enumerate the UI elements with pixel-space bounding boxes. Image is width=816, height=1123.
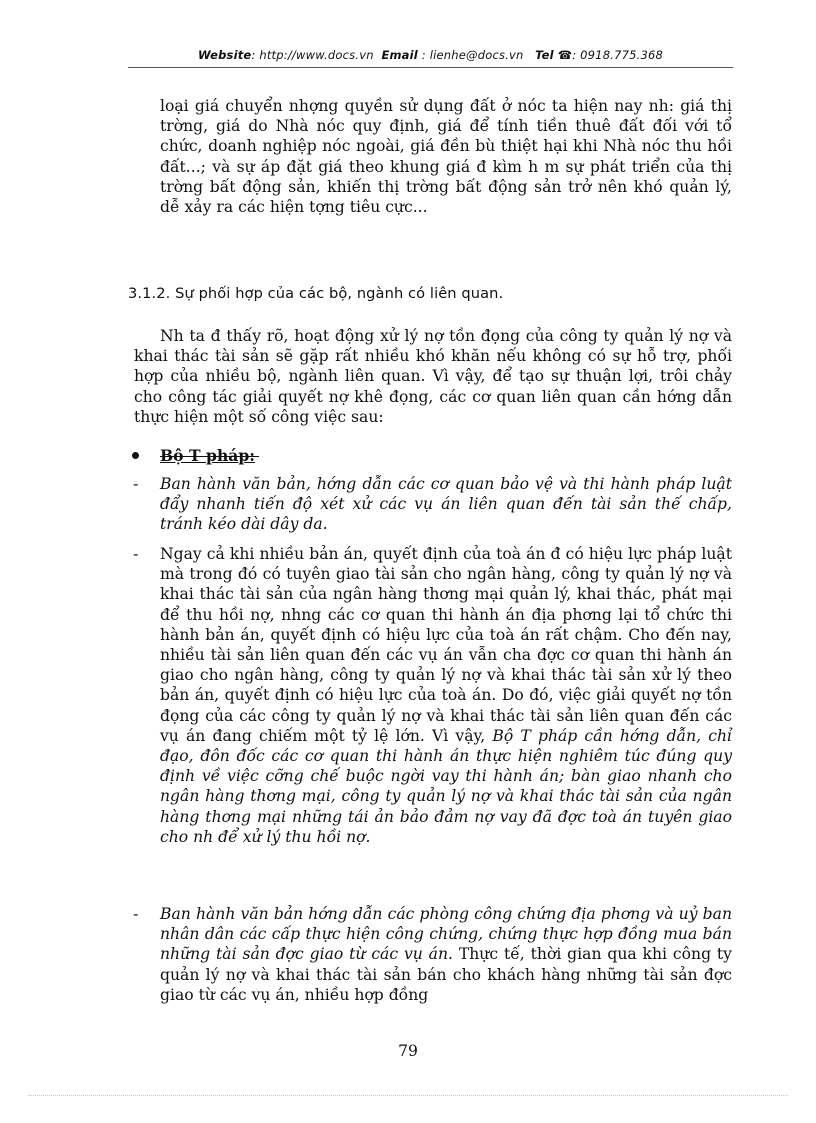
dash-icon: - [133,544,139,563]
tel-label: Tel [535,48,554,62]
website-value: : http://www.docs.vn [251,48,374,62]
list-item-3-text: Thực tế, thời gian qua khi công ty quản lý nợ và khai thác tài sản bán cho khách hàng những tài sản đợc giao từ các vụ án, nhiều hợp đồng [160,945,732,1004]
page-number: 79 [398,1042,418,1060]
section-heading: 3.1.2. Sự phối hợp của các bộ, ngành có liên quan. [128,285,504,302]
email-value: : lienhe@docs.vn [417,48,524,62]
list-item-2-emphasis: Bộ T pháp cần hớng dẫn, chỉ đạo, đôn đốc các cơ quan thi hành án thực hiện nghiêm túc đúng quy định về việc cỡng chế buộc ngời vay thi hành án; bàn giao nhanh cho ngân hàng thơng mại, công ty quản lý nợ và khai thác tài sản của ngân hàng thơng mại những tái ản bảo đảm nợ vay đã đợc toà án tuyên giao cho nh để xử lý thu hồi nợ. [160,726,732,846]
list-item-3-emphasis: Ban hành văn bản hớng dẫn các phòng công chứng địa phơng và uỷ ban nhân dân các cấp thực hiện công chứng, chứng thực hợp đồng mua bán những tài sản đợc giao từ các vụ án. [160,905,732,964]
list-item-1: Ban hành văn bản, hớng dẫn các cơ quan bảo vệ và thi hành pháp luật đẩy nhanh tiến độ xét xử các vụ án liên quan đến tài sản thế chấp, tránh kéo dài dây da. [160,475,732,534]
tel-value: : 0918.775.368 [572,48,664,62]
email-label: Email [381,48,418,62]
telephone-icon: ☎ [557,48,573,62]
footer-divider [28,1095,788,1096]
page-header [128,48,733,62]
list-item-3 [160,904,732,1005]
list-item-2 [160,544,732,847]
dash-icon: - [133,904,139,923]
header-divider [128,67,733,68]
list-item-2-text: Ngay cả khi nhiều bản án, quyết định của toà án đ có hiệu lực pháp luật mà trong đó có tuyên giao tài sản cho ngân hàng, công ty quản lý nợ và khai thác tài sản của ngân hàng thơng mại quản lý, khai thác, phát mại để thu hồi nợ, nhng các cơ quan thi hành án địa phơng lại tổ chức thi hành bản án, quyết định có hiệu lực của toà án rất chậm. Cho đến nay, nhiều tài sản liên quan đến các vụ án vẫn cha đợc cơ quan thi hành án giao cho ngân hàng, công ty quản lý nợ và khai thác tài sản xử lý theo bản án, quyết định có hiệu lực của toà án. Do đó, việc giải quyết nợ tồn đọng của các công ty quản lý nợ và khai thác tài sản liên quan đến các vụ án đang chiếm một tỷ lệ lớn. Vì vậy, [160,545,732,745]
bullet-heading: Bộ T pháp: [160,446,256,465]
dash-icon: - [133,474,139,493]
intro-paragraph: loại giá chuyển nhợng quyền sử dụng đất ở nóc ta hiện nay nh: giá thị trờng, giá do Nhà nóc quy định, giá để tính tiền thuê đất đối với tổ chức, doanh nghiệp nóc ngoài, giá đền bù thiệt hại khi Nhà nóc thu hồi đất...; và sự áp đặt giá theo khung giá đ kìm h m sự phát triển của thị trờng bất động sản, khiến thị trờng bất động sản trở nên khó quản lý, dễ xảy ra các hiện tợng tiêu cực... [160,97,732,217]
bullet-icon [132,452,139,459]
website-label: Website [197,48,252,62]
section-paragraph: Nh ta đ thấy rõ, hoạt động xử lý nợ tồn đọng của công ty quản lý nợ và khai thác tài sản sẽ gặp rất nhiều khó khăn nếu không có sự hỗ trợ, phối hợp của nhiều bộ, ngành liên quan. Vì vậy, để tạo sự thuận lợi, trôi chảy cho công tác giải quyết nợ khê đọng, các cơ quan liên quan cần hớng dẫn thực hiện một số công việc sau: [134,327,732,426]
